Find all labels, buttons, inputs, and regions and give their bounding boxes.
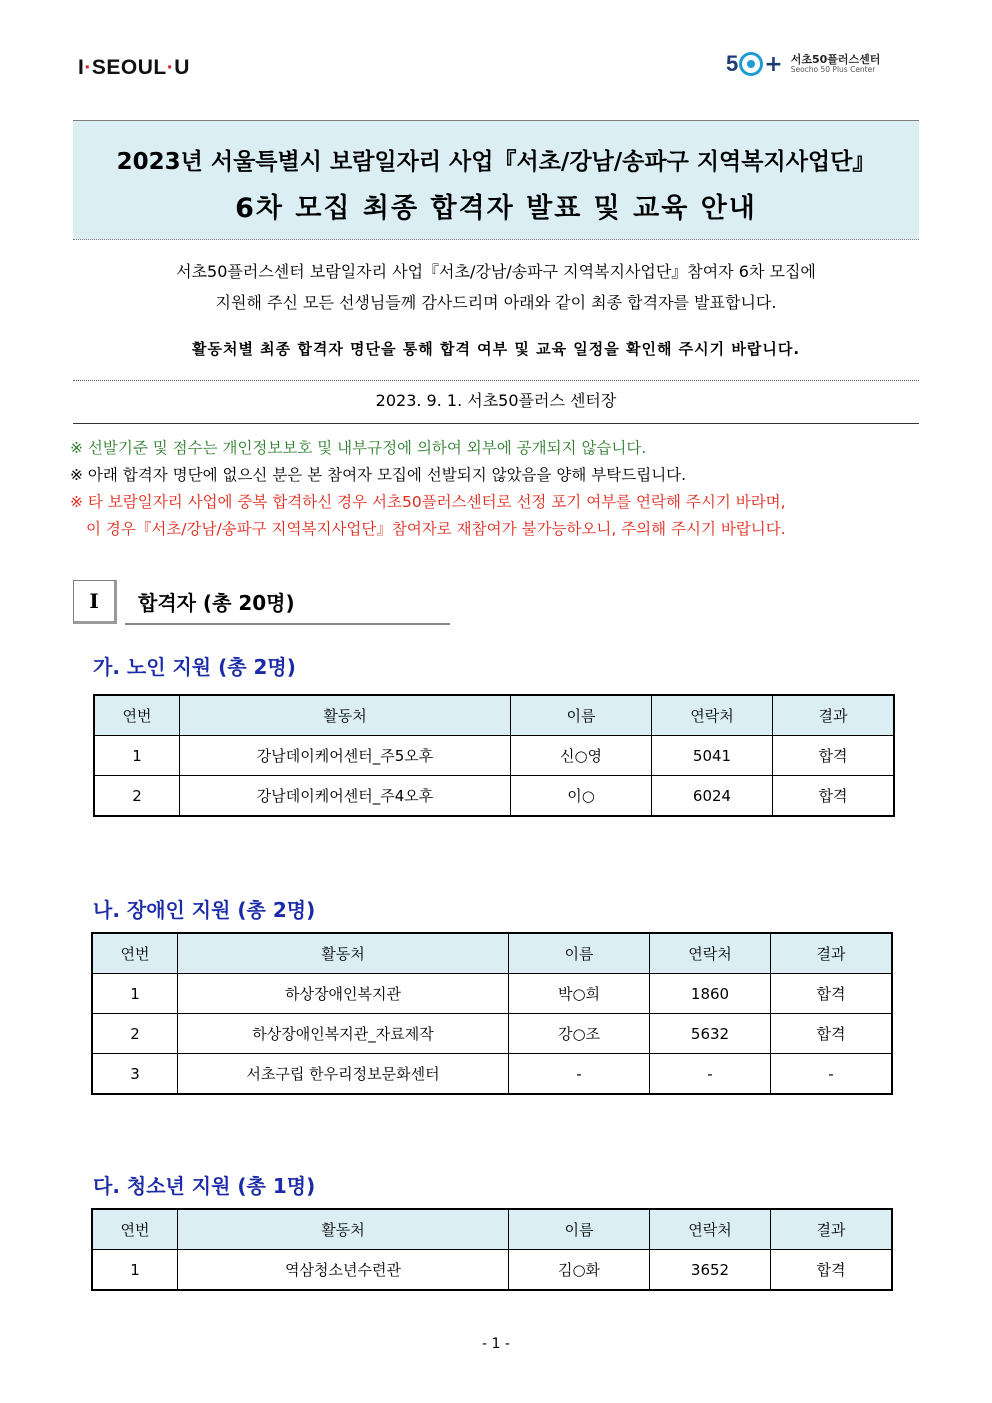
cell-name: 강○조 [509, 1014, 650, 1054]
header-contact: 연락처 [650, 933, 771, 974]
intro-text [73, 256, 919, 318]
cell-result: 합격 [773, 776, 895, 817]
header-result: 결과 [773, 695, 895, 736]
cell-place: 역삼청소년수련관 [178, 1250, 509, 1291]
table-row [92, 974, 892, 1014]
intro-line2: 지원해 주신 모든 선생님들께 감사드리며 아래와 같이 최종 합격자를 발표합니다. [215, 293, 777, 312]
cell-name: 김○화 [509, 1250, 650, 1291]
title-line2: 6차 모집 최종 합격자 발표 및 교육 안내 [235, 193, 757, 224]
cell-no: 3 [92, 1054, 178, 1095]
cell-contact: 5632 [650, 1014, 771, 1054]
note-2: ※ 아래 합격자 명단에 없으신 분은 본 참여자 모집에 선발되지 않았음을 양해 부탁드립니다. [70, 466, 687, 484]
table-row [94, 776, 894, 817]
cell-place: 서초구립 한우리정보문화센터 [178, 1054, 509, 1095]
header-place: 활동처 [178, 1209, 509, 1250]
cell-place: 하상장애인복지관_자료제작 [178, 1014, 509, 1054]
header-no: 연번 [94, 695, 180, 736]
section-title: 합격자 (총 20명) [138, 591, 295, 615]
cell-result: - [771, 1054, 893, 1095]
header-name: 이름 [509, 1209, 650, 1250]
table-row [92, 1250, 892, 1291]
header-name: 이름 [509, 933, 650, 974]
header-result: 결과 [771, 933, 893, 974]
cell-name: 신○영 [511, 736, 652, 776]
cell-result: 합격 [771, 1250, 893, 1291]
cell-contact: 3652 [650, 1250, 771, 1291]
note-3a: ※ 타 보람일자리 사업에 중복 합격하신 경우 서초50플러스센터로 선정 포기 여부를 연락해 주시기 바라며, [70, 493, 786, 511]
title-line1: 2023년 서울특별시 보람일자리 사업『서초/강남/송파구 지역복지사업단』 [116, 149, 876, 175]
cell-place: 강남데이케어센터_주5오후 [180, 736, 511, 776]
center-logo-number: 5 [726, 51, 739, 76]
cell-contact: - [650, 1054, 771, 1095]
table-youth [91, 1208, 893, 1291]
cell-place: 강남데이케어센터_주4오후 [180, 776, 511, 817]
section-underline [125, 623, 450, 625]
cell-no: 1 [94, 736, 180, 776]
cell-name: - [509, 1054, 650, 1095]
header-contact: 연락처 [650, 1209, 771, 1250]
center-logo-plus-icon: + [764, 51, 783, 77]
notes [70, 435, 930, 543]
center-logo-ring-icon [739, 52, 763, 76]
cell-result: 합격 [771, 1014, 893, 1054]
header-contact: 연락처 [652, 695, 773, 736]
seoul-logo-seoul: SEOUL [91, 56, 167, 79]
cell-no: 2 [94, 776, 180, 817]
cell-result: 합격 [773, 736, 895, 776]
center-logo [726, 46, 880, 82]
table-header-row [92, 933, 892, 974]
group-title-senior: 가. 노인 지원 (총 2명) [93, 655, 296, 679]
table-header-row [92, 1209, 892, 1250]
cell-no: 1 [92, 1250, 178, 1291]
header-no: 연번 [92, 1209, 178, 1250]
section-number: I [73, 580, 117, 624]
divider-dotted [73, 380, 919, 381]
table-header-row [94, 695, 894, 736]
cell-contact: 6024 [652, 776, 773, 817]
notice-text: 활동처별 최종 합격자 명단을 통해 합격 여부 및 교육 일정을 확인해 주시기 바랍니다. [191, 340, 801, 358]
header-result: 결과 [771, 1209, 893, 1250]
cell-contact: 5041 [652, 736, 773, 776]
cell-no: 1 [92, 974, 178, 1014]
group-title-disabled: 나. 장애인 지원 (총 2명) [93, 898, 316, 922]
header-place: 활동처 [178, 933, 509, 974]
table-row [94, 736, 894, 776]
cell-no: 2 [92, 1014, 178, 1054]
table-row [92, 1014, 892, 1054]
note-3b: 이 경우『서초/강남/송파구 지역복지사업단』참여자로 재참여가 불가능하오니, 주의해 주시기 바랍니다. [86, 520, 786, 538]
cell-name: 이○ [511, 776, 652, 817]
table-senior [93, 694, 895, 817]
title-box [73, 120, 919, 240]
divider-solid [73, 423, 919, 424]
center-logo-korean: 서초50플러스센터 [790, 52, 881, 66]
cell-contact: 1860 [650, 974, 771, 1014]
date-signature: 2023. 9. 1. 서초50플러스 센터장 [375, 391, 617, 410]
note-1: ※ 선발기준 및 점수는 개인정보보호 및 내부규정에 의하여 외부에 공개되지 않습니다. [70, 439, 647, 457]
header-place: 활동처 [180, 695, 511, 736]
seoul-logo-i: I [78, 56, 85, 79]
cell-name: 박○희 [509, 974, 650, 1014]
page-number: - 1 - [482, 1336, 510, 1352]
cell-result: 합격 [771, 974, 893, 1014]
seoul-logo [78, 56, 190, 80]
header-no: 연번 [92, 933, 178, 974]
center-logo-names [791, 54, 881, 74]
group-title-youth: 다. 청소년 지원 (총 1명) [93, 1174, 316, 1198]
seoul-logo-u: U [174, 56, 190, 79]
intro-line1: 서초50플러스센터 보람일자리 사업『서초/강남/송파구 지역복지사업단』참여자 6차 모집에 [176, 262, 816, 281]
header-name: 이름 [511, 695, 652, 736]
table-row [92, 1054, 892, 1095]
seoul-logo-dot1: · [84, 56, 92, 79]
table-disabled [91, 932, 893, 1095]
cell-place: 하상장애인복지관 [178, 974, 509, 1014]
center-logo-english: Seocho 50 Plus Center [790, 64, 876, 74]
seoul-logo-dot2: · [166, 56, 175, 79]
